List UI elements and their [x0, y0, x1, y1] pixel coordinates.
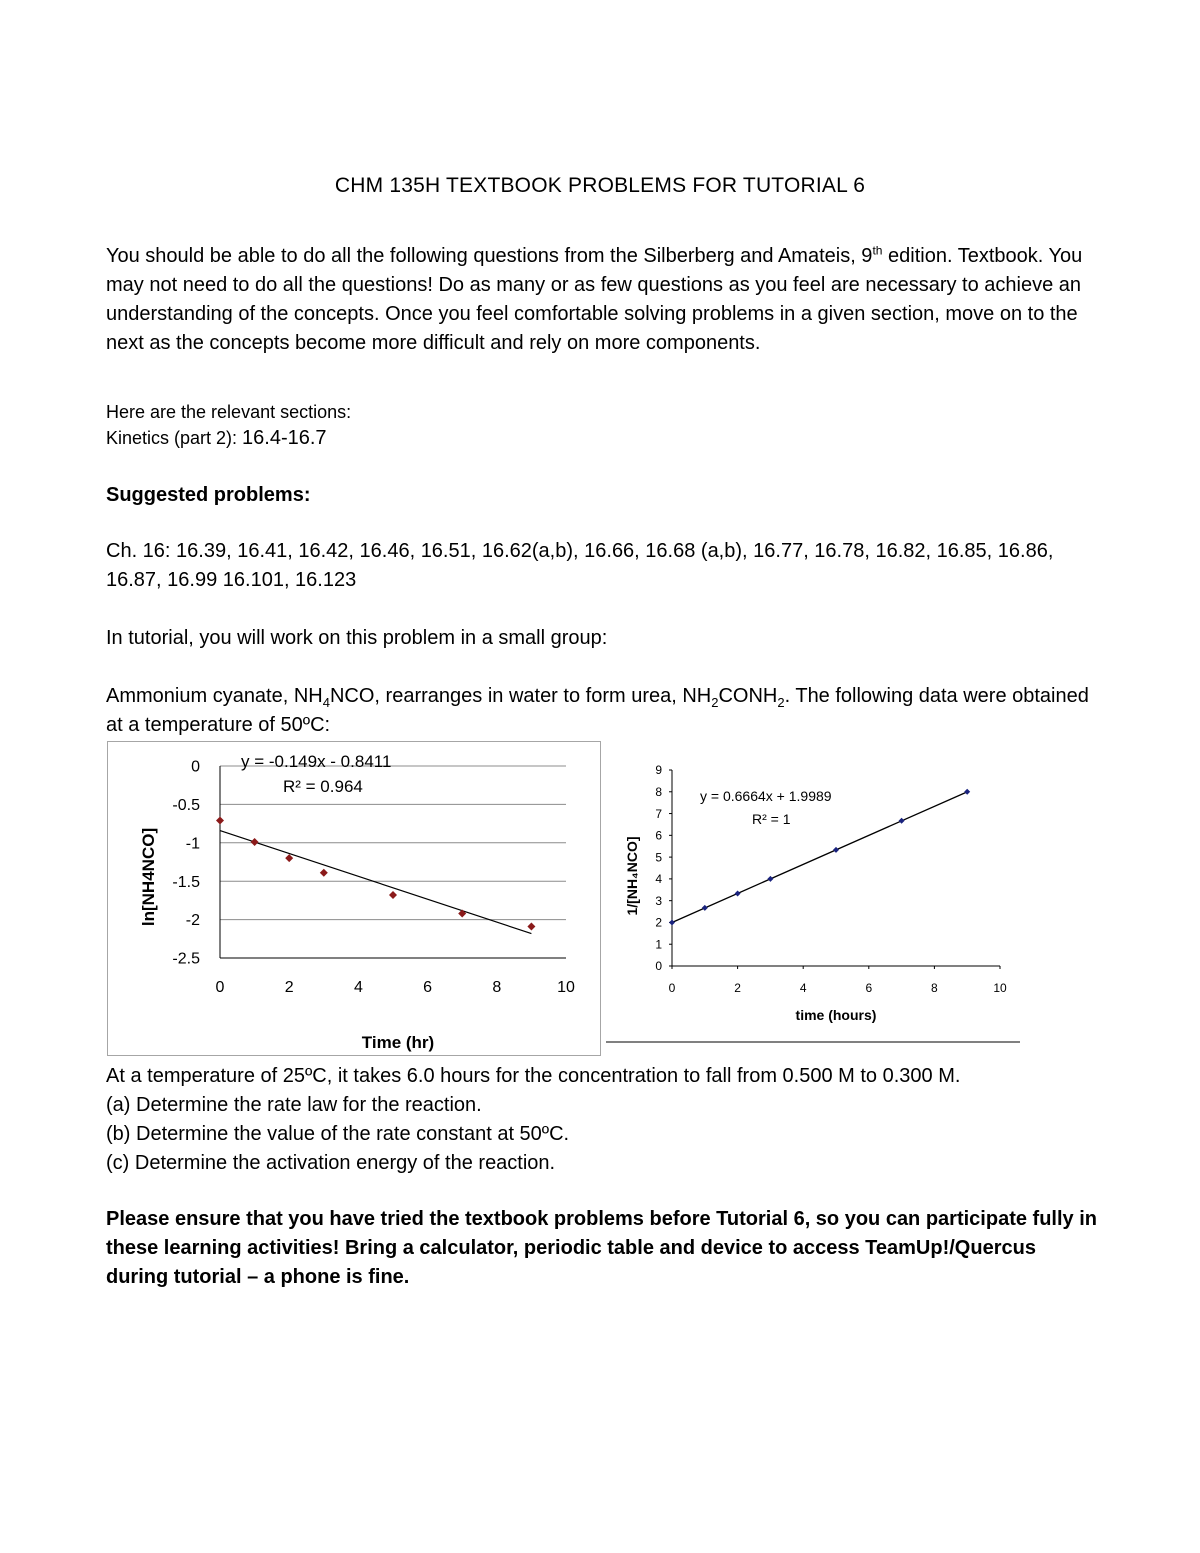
chart-inverse-y-axis-label: 1/[NH₄NCO]: [624, 836, 640, 916]
chart-inverse-equation: y = 0.6664x + 1.9989: [700, 788, 832, 804]
chart-x-tick-label: 2: [284, 979, 294, 996]
chart-data-point: [251, 838, 259, 846]
chart-data-point: [702, 905, 708, 911]
chart-x-tick-label: 4: [799, 981, 807, 995]
chart-ln-concentration: [107, 741, 601, 1056]
problem-sub-1: 4: [322, 695, 330, 710]
chart-y-tick-label: 0: [191, 758, 200, 776]
question-b: (b) Determine the value of the rate constant at 50ºC.: [106, 1123, 570, 1145]
chart-inverse-svg: [606, 748, 1024, 1048]
closing-note: Please ensure that you have tried the textbook problems before Tutorial 6, so you can participate fully in these learning activities! Bring a calculator, periodic table and device to access TeamUp!/Quercus during tutorial – a phone is fine.: [106, 1208, 1097, 1288]
chart-y-tick-label: -0.5: [172, 797, 200, 814]
intro-paragraph: [106, 242, 1101, 358]
chart-data-point: [669, 919, 675, 925]
page-title: CHM 135H TEXTBOOK PROBLEMS FOR TUTORIAL 6: [334, 174, 866, 197]
problem-text-2: NCO, rearranges in water to form urea, NH: [329, 685, 712, 707]
problem-sub-3: 2: [777, 695, 785, 710]
chart-x-tick-label: 6: [865, 981, 873, 995]
problem-sub-2: 2: [711, 695, 719, 710]
chart-y-tick-label: 4: [655, 872, 662, 887]
problem-text-1: Ammonium cyanate, NH: [106, 685, 323, 707]
chart-data-point: [833, 847, 839, 853]
kinetics-label: Kinetics (part 2):: [106, 428, 243, 448]
tutorial-intro: In tutorial, you will work on this problem in a small group:: [106, 627, 608, 649]
suggested-problems-list: Ch. 16: 16.39, 16.41, 16.42, 16.46, 16.51, 16.62(a,b), 16.66, 16.68 (a,b), 16.77, 16.78, 16.82, 16.85, 16.86, 16.87, 16.99 16.101, 16.123: [106, 540, 1054, 591]
chart-trendline: [220, 831, 531, 934]
chart-y-tick-label: 2: [655, 915, 662, 930]
chart-y-tick-label: -1: [185, 835, 200, 853]
chart-data-point: [964, 789, 970, 795]
chart-y-tick-label: 1: [655, 937, 662, 952]
question-intro: At a temperature of 25ºC, it takes 6.0 hours for the concentration to fall from 0.500 M to 0.300 M.: [106, 1065, 961, 1087]
chart-y-tick-label: -2: [185, 912, 200, 930]
chart-x-tick-label: 2: [734, 981, 741, 995]
chart-x-tick-label: 6: [423, 979, 433, 996]
chart-ln-x-axis-label: Time (hr): [361, 1033, 435, 1052]
chart-y-tick-label: 9: [655, 763, 662, 778]
chart-data-point: [458, 909, 466, 917]
chart-data-point: [735, 890, 741, 896]
chart-y-tick-label: -1.5: [172, 873, 200, 891]
chart-y-tick-label: -2.5: [172, 950, 200, 968]
chart-inverse-concentration: [606, 748, 1024, 1048]
chart-inverse-r2: R² = 1: [752, 811, 791, 827]
chart-ln-y-axis-label: ln[NH4NCO]: [139, 827, 158, 927]
chart-data-point: [527, 923, 535, 931]
problem-statement: [106, 682, 1101, 740]
sections-heading: Here are the relevant sections:: [106, 402, 352, 422]
kinetics-range: 16.4-16.7: [242, 427, 327, 449]
chart-x-tick-label: 8: [492, 979, 502, 996]
chart-y-tick-label: 7: [655, 806, 662, 821]
chart-y-tick-label: 5: [655, 850, 662, 865]
question-a: (a) Determine the rate law for the reaction.: [106, 1094, 482, 1116]
chart-data-point: [899, 818, 905, 824]
chart-y-tick-label: 0: [655, 959, 662, 974]
chart-x-tick-label: 10: [993, 981, 1007, 995]
chart-x-tick-label: 8: [931, 981, 938, 995]
chart-x-tick-label: 4: [353, 979, 363, 996]
kinetics-line: [106, 424, 1101, 453]
chart-x-tick-label: 10: [557, 979, 575, 996]
chart-x-tick-label: 0: [215, 979, 225, 996]
question-c: (c) Determine the activation energy of the reaction.: [106, 1152, 556, 1174]
suggested-heading: Suggested problems:: [106, 484, 311, 506]
chart-data-point: [285, 854, 293, 862]
chart-y-tick-label: 6: [655, 828, 662, 843]
chart-x-tick-label: 0: [668, 981, 676, 995]
intro-text-2: edition. Textbook. You may not need to do all the questions! Do as many or as few questions as you feel are necessary to achieve an understanding of the concepts. Once you feel comfortable solving problems in a given section, move on to the next as the concepts become more difficult and rely on more components.: [106, 245, 1083, 354]
problem-text-3: CONH: [718, 685, 778, 707]
chart-y-tick-label: 3: [655, 893, 662, 908]
chart-trendline: [672, 792, 967, 923]
chart-data-point: [216, 817, 224, 825]
intro-text-1: You should be able to do all the following questions from the Silberberg and Amateis, 9: [106, 245, 873, 267]
chart-ln-r2: R² = 0.964: [283, 777, 363, 796]
chart-data-point: [320, 869, 328, 877]
chart-data-point: [767, 876, 773, 882]
intro-superscript: th: [872, 243, 883, 258]
chart-ln-svg: [108, 742, 600, 1055]
chart-inverse-x-axis-label: time (hours): [795, 1007, 877, 1023]
chart-data-point: [389, 891, 397, 899]
chart-y-tick-label: 8: [655, 784, 662, 799]
chart-ln-equation: y = -0.149x - 0.8411: [241, 752, 392, 771]
problem-text-4: . The following data were obtained at a temperature of 50ºC:: [106, 685, 1089, 736]
